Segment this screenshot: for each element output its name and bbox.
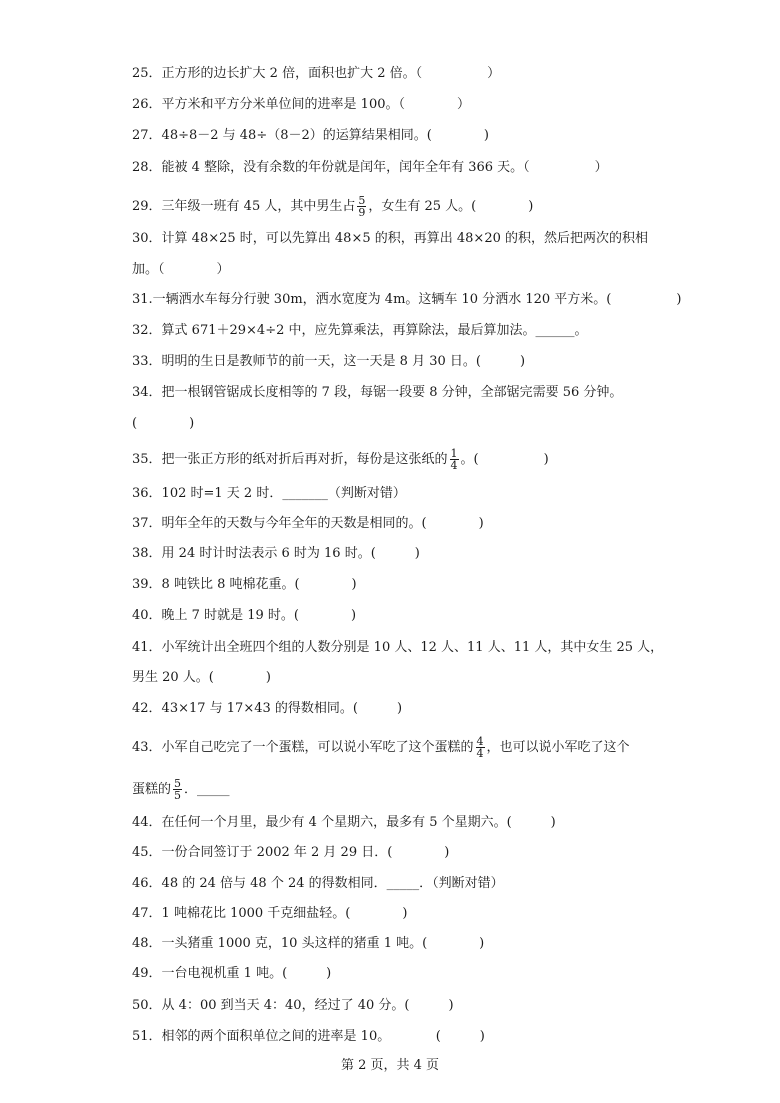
question-29-text-before: 29．三年级一班有 45 人，其中男生占: [132, 199, 356, 214]
question-36: 36．102 时=1 天 2 时．_______（判断对错）: [132, 486, 406, 501]
question-41: 41．小军统计出全班四个组的人数分别是 10 人、12 人、11 人、11 人，其中女生 25 人，: [132, 640, 664, 655]
question-35-text-after: 。( ): [460, 452, 549, 467]
question-41-continued: 男生 20 人。( ): [132, 670, 271, 685]
question-35: [132, 448, 549, 471]
question-46: 46．48 的 24 倍与 48 个 24 的得数相同．_____．（判断对错）: [132, 876, 504, 891]
fraction: [357, 195, 366, 218]
fraction-numerator: 4: [476, 735, 484, 748]
question-30: 30．计算 48×25 时，可以先算出 48×5 的积，再算出 48×20 的积，然后把两次的积相: [132, 231, 648, 246]
question-42: 42．43×17 与 17×43 的得数相同。( ): [132, 701, 403, 716]
question-32: 32．算式 671＋29×4÷2 中，应先算乘法，再算除法，最后算加法。______。: [132, 323, 588, 338]
question-40: 40．晚上 7 时就是 19 时。( ): [132, 608, 357, 623]
fraction-denominator: 9: [358, 206, 366, 219]
question-37: 37．明年全年的天数与今年全年的天数是相同的。( ): [132, 516, 484, 531]
question-43-cont-after: ．_____: [184, 782, 230, 797]
question-48: 48．一头猪重 1000 克，10 头这样的猪重 1 吨。( ): [132, 936, 485, 951]
page-footer: 第 2 页，共 4 页: [340, 1058, 440, 1073]
fraction: [173, 778, 182, 801]
fraction-denominator: 4: [476, 747, 484, 760]
question-43-text-before: 43．小军自己吃完了一个蛋糕，可以说小军吃了这个蛋糕的: [132, 740, 474, 755]
question-26: 26．平方米和平方分米单位间的进率是 100。（ ）: [132, 97, 470, 112]
question-35-text-before: 35．把一张正方形的纸对折后再对折，每份是这张纸的: [132, 452, 448, 467]
question-33: 33．明明的生日是教师节的前一天，这一天是 8 月 30 日。( ): [132, 354, 526, 369]
question-51: 51．相邻的两个面积单位之间的进率是 10。 ( ): [132, 1029, 485, 1044]
question-27: 27．48÷8－2 与 48÷（8－2）的运算结果相同。( ): [132, 128, 489, 143]
question-39: 39．8 吨铁比 8 吨棉花重。( ): [132, 577, 357, 592]
question-38: 38．用 24 时计时法表示 6 时为 16 时。( ): [132, 546, 420, 561]
question-47: 47．1 吨棉花比 1000 千克细盐轻。( ): [132, 906, 408, 921]
fraction-denominator: 4: [450, 459, 458, 472]
question-43-cont-before: 蛋糕的: [132, 782, 172, 797]
question-30-continued: 加。（ ）: [132, 262, 230, 277]
fraction-numerator: 5: [358, 194, 366, 207]
fraction: [450, 448, 459, 471]
question-49: 49．一台电视机重 1 吨。( ): [132, 966, 332, 981]
fraction-numerator: 1: [450, 447, 458, 460]
question-34-continued: ( ): [132, 416, 195, 431]
question-29: [132, 195, 533, 218]
fraction: [476, 736, 485, 759]
question-34: 34．把一根钢管锯成长度相等的 7 段，每锯一段要 8 分钟，全部锯完需要 56 分钟。: [132, 385, 623, 400]
question-29-text-after: ，女生有 25 人。( ): [368, 199, 534, 214]
question-43: [132, 736, 630, 759]
fraction-numerator: 5: [174, 777, 182, 790]
question-31: 31.一辆洒水车每分行驶 30m，洒水宽度为 4m。这辆车 10 分洒水 120 平方米。( ): [132, 292, 682, 307]
fraction-denominator: 5: [174, 789, 182, 802]
question-43-continued: [132, 778, 230, 801]
question-43-text-after: ，也可以说小军吃了这个: [486, 740, 630, 755]
question-50: 50．从 4：00 到当天 4：40，经过了 40 分。( ): [132, 998, 454, 1013]
question-45: 45．一份合同签订于 2002 年 2 月 29 日．( ): [132, 845, 450, 860]
question-25: 25．正方形的边长扩大 2 倍，面积也扩大 2 倍。（ ）: [132, 66, 501, 81]
question-28: 28．能被 4 整除，没有余数的年份就是闰年，闰年全年有 366 天。（ ）: [132, 160, 608, 175]
question-44: 44．在任何一个月里，最少有 4 个星期六，最多有 5 个星期六。( ): [132, 815, 556, 830]
